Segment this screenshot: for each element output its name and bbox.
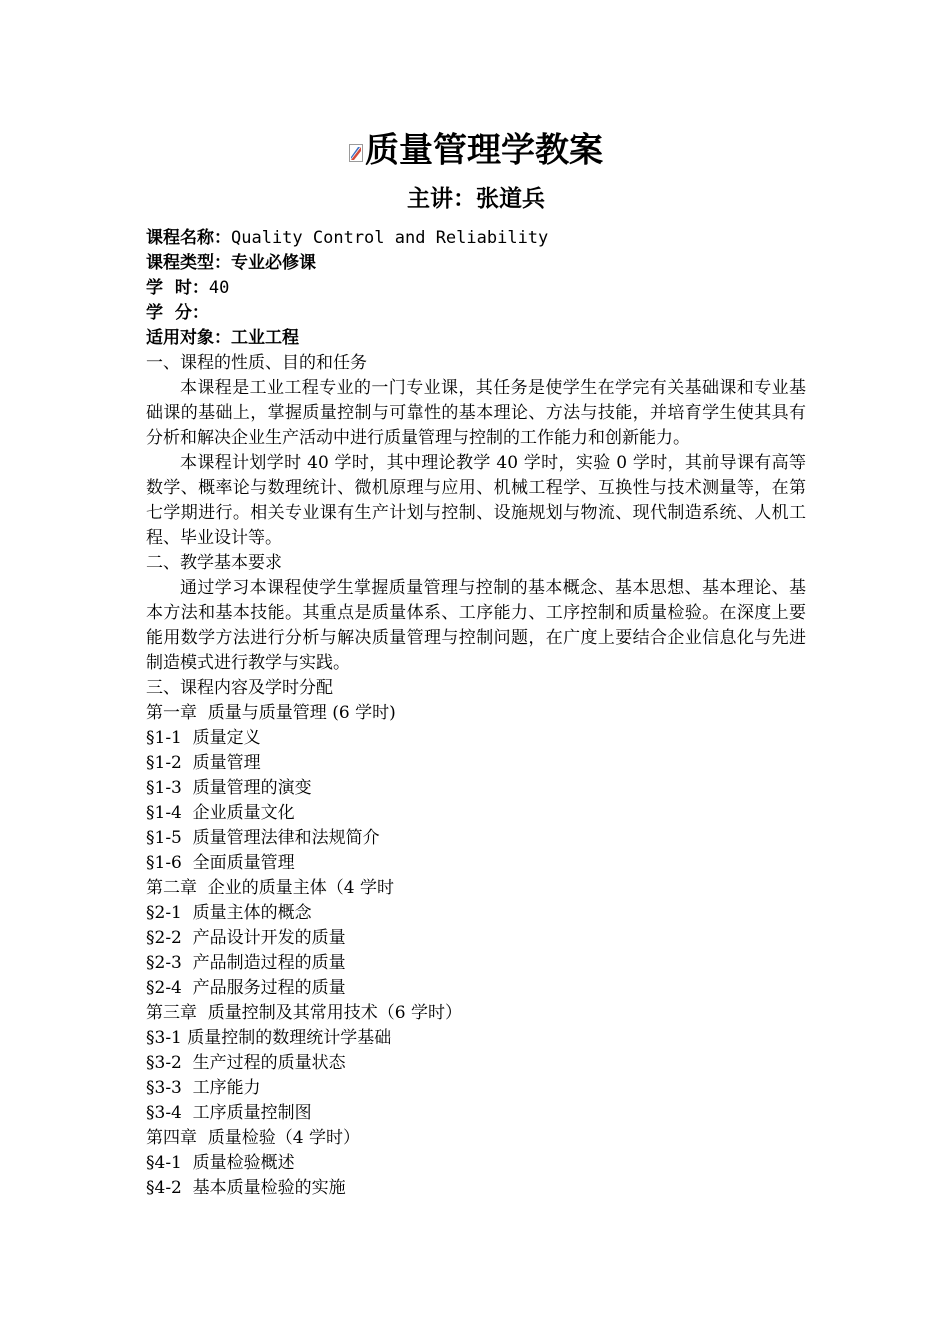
outline-item: §1-5 质量管理法律和法规简介	[146, 828, 380, 848]
outline-item: 第四章 质量检验（4 学时）	[146, 1128, 361, 1148]
title-row	[146, 126, 806, 174]
field-hours	[146, 276, 810, 301]
outline-item: §1-1 质量定义	[146, 728, 261, 748]
outline-item: §2-2 产品设计开发的质量	[146, 928, 346, 948]
outline-item: §3-2 生产过程的质量状态	[146, 1053, 346, 1073]
lecturer-line: 主讲：张道兵	[407, 186, 545, 212]
outline-item: 第一章 质量与质量管理 (6 学时)	[146, 703, 396, 723]
outline-item: §2-4 产品服务过程的质量	[146, 978, 346, 998]
section-heading-3: 三、课程内容及学时分配	[146, 678, 333, 698]
field-course-type	[146, 251, 810, 276]
outline-item: §2-1 质量主体的概念	[146, 903, 312, 923]
field-value: 专业必修课	[231, 253, 316, 273]
outline-item: §1-6 全面质量管理	[146, 853, 295, 873]
section-heading-1: 一、课程的性质、目的和任务	[146, 353, 367, 373]
content-outline	[146, 701, 810, 1201]
field-label: 课程名称：	[146, 228, 231, 248]
document-page	[146, 126, 810, 1201]
outline-item: §4-2 基本质量检验的实施	[146, 1178, 346, 1198]
outline-item: §1-2 质量管理	[146, 753, 261, 773]
field-label: 课程类型：	[146, 253, 231, 273]
outline-item: §1-3 质量管理的演变	[146, 778, 312, 798]
field-value: 工业工程	[231, 328, 299, 348]
section1-paragraph-1: 本课程是工业工程专业的一门专业课，其任务是使学生在学完有关基础课和专业基础课的基础上，掌握质量控制与可靠性的基本理论、方法与技能，并培育学生使其具有分析和解决企业生产活动中进行质量管理与控制的工作能力和创新能力。	[146, 378, 806, 448]
field-credits	[146, 301, 810, 326]
section1-paragraph-2: 本课程计划学时 40 学时，其中理论教学 40 学时，实验 0 学时，其前导课有高等数学、概率论与数理统计、微机原理与应用、机械工程学、互换性与技术测量等，在第七学期进行。相关专业课有生产计划与控制、设施规划与物流、现代制造系统、人机工程、毕业设计等。	[146, 453, 806, 548]
field-label: 学 分：	[146, 303, 209, 323]
outline-item: §4-1 质量检验概述	[146, 1153, 295, 1173]
outline-item: §2-3 产品制造过程的质量	[146, 953, 346, 973]
field-label: 适用对象：	[146, 328, 231, 348]
field-course-name	[146, 226, 810, 251]
outline-item: §3-1 质量控制的数理统计学基础	[146, 1028, 392, 1048]
section2-paragraph: 通过学习本课程使学生掌握质量管理与控制的基本概念、基本思想、基本理论、基本方法和基本技能。其重点是质量体系、工序能力、工序控制和质量检验。在深度上要能用数学方法进行分析与解决质量管理与控制问题，在广度上要结合企业信息化与先进制造模式进行教学与实践。	[146, 578, 806, 673]
outline-item: §3-3 工序能力	[146, 1078, 261, 1098]
broken-image-icon	[349, 135, 363, 159]
outline-item: 第二章 企业的质量主体（4 学时	[146, 878, 395, 898]
section-heading-2: 二、教学基本要求	[146, 553, 282, 573]
field-value: Quality Control and Reliability	[231, 228, 549, 248]
field-label: 学 时：	[146, 278, 209, 298]
outline-item: §1-4 企业质量文化	[146, 803, 295, 823]
field-value: 40	[208, 278, 230, 298]
outline-item: §3-4 工序质量控制图	[146, 1103, 312, 1123]
page-title: 质量管理学教案	[365, 130, 603, 171]
field-audience	[146, 326, 810, 351]
outline-item: 第三章 质量控制及其常用技术（6 学时）	[146, 1003, 463, 1023]
